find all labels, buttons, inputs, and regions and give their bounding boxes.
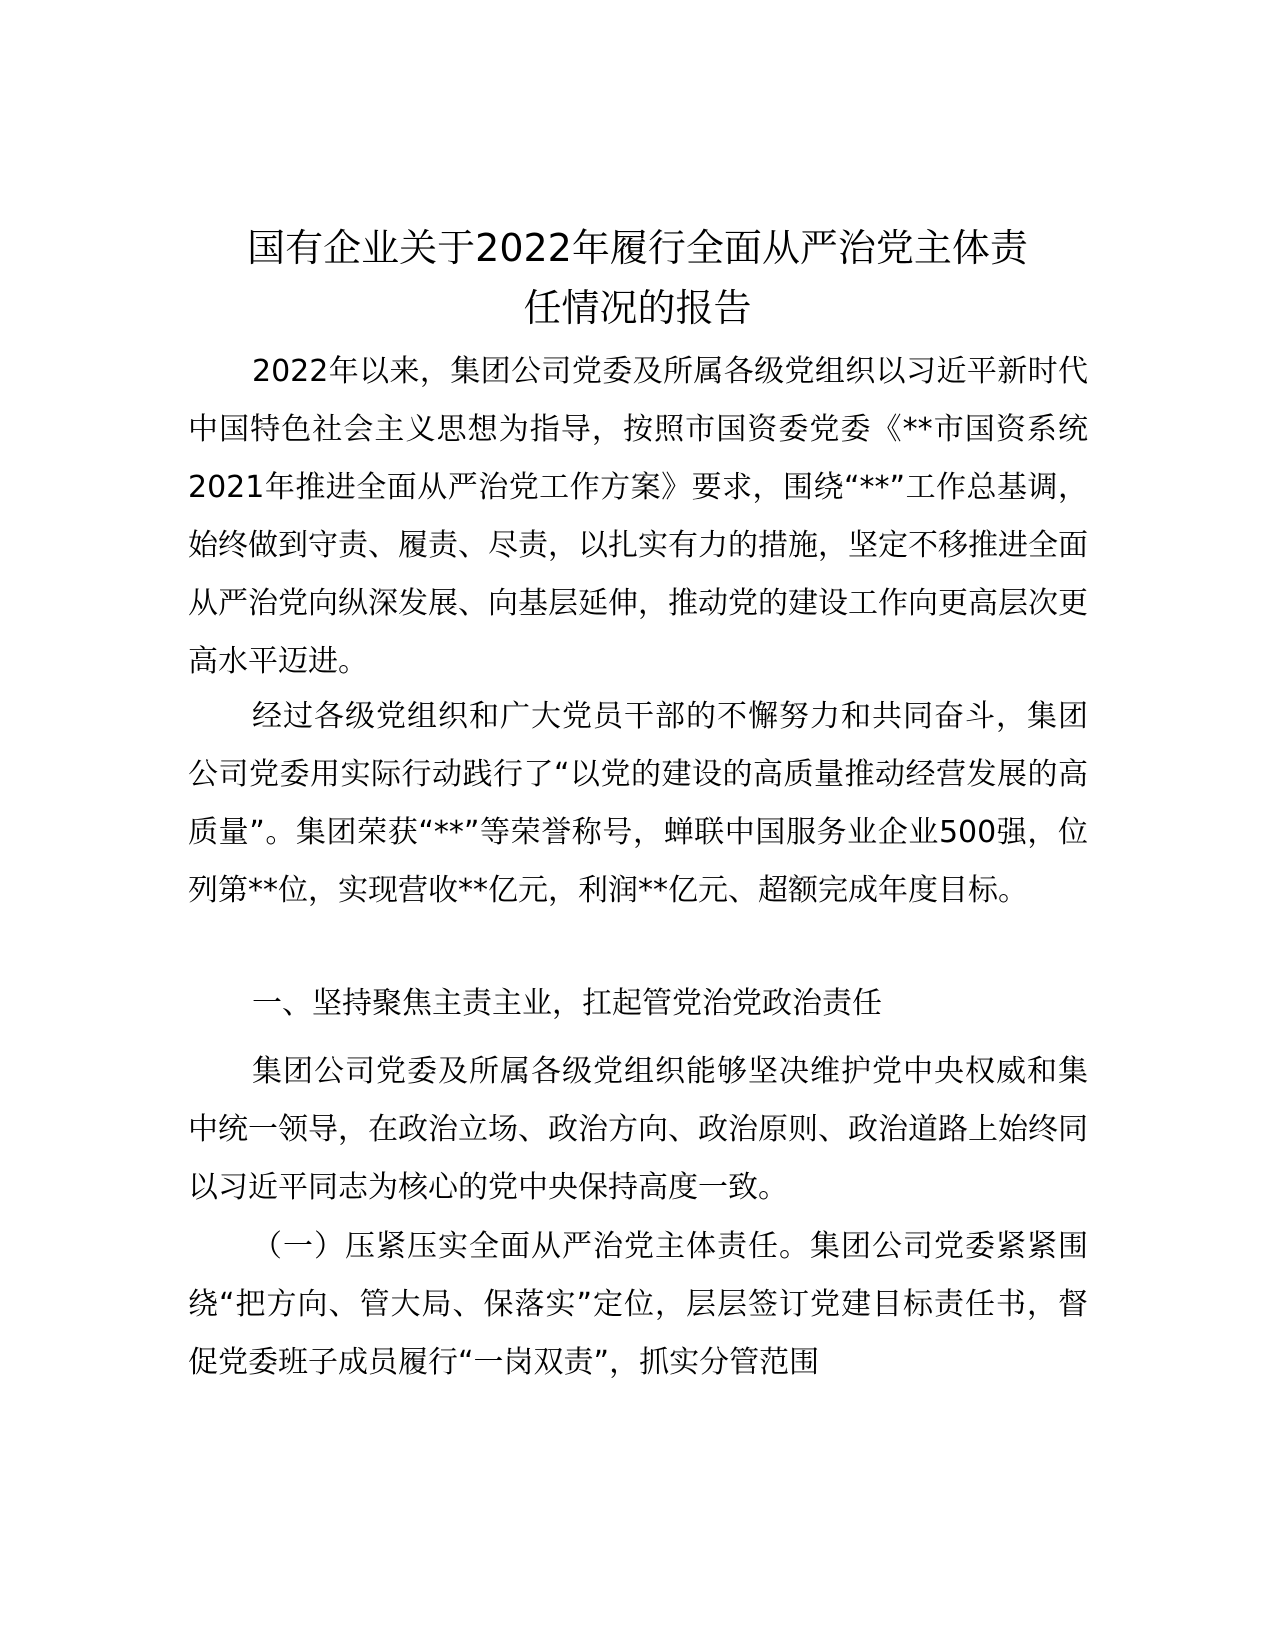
title-line-1: 国有企业关于2022年履行全面从严治党主体责 bbox=[247, 226, 1028, 270]
paragraph-achievements: 经过各级党组织和广大党员干部的不懈努力和共同奋斗，集团公司党委用实际行动践行了“以党的建设的高质量推动经营发展的高质量”。集团荣获“**”等荣誉称号，蝉联中国服务业企业500强，位列第**位，实现营收**亿元，利润**亿元、超额完成年度目标。 bbox=[188, 699, 1088, 908]
paragraph-political-stance: 集团公司党委及所属各级党组织能够坚决维护党中央权威和集中统一领导，在政治立场、政治方向、政治原则、政治道路上始终同以习近平同志为核心的党中央保持高度一致。 bbox=[188, 1054, 1088, 1205]
paragraph-subsection-1: （一）压紧压实全面从严治党主体责任。集团公司党委紧紧围绕“把方向、管大局、保落实”定位，层层签订党建目标责任书，督促党委班子成员履行“一岗双责”，抓实分管范围 bbox=[188, 1229, 1088, 1380]
title-line-2: 任情况的报告 bbox=[523, 286, 752, 330]
document-title bbox=[180, 218, 1095, 338]
paragraph-intro: 2022年以来，集团公司党委及所属各级党组织以习近平新时代中国特色社会主义思想为指导，按照市国资委党委《**市国资系统2021年推进全面从严治党工作方案》要求，围绕“**”工作总基调，始终做到守责、履责、尽责，以扎实有力的措施，坚定不移推进全面从严治党向纵深发展、向基层延伸，推动党的建设工作向更高层次更高水平迈进。 bbox=[188, 354, 1088, 679]
section-heading-1: 一、坚持聚焦主责主业，扛起管党治党政治责任 bbox=[252, 986, 882, 1021]
